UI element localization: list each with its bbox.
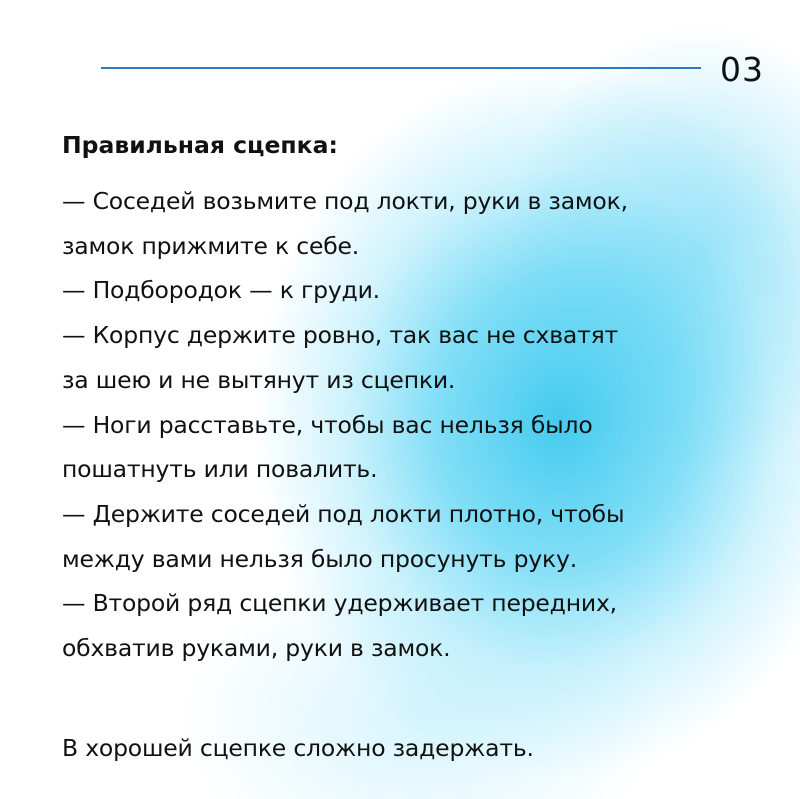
text-line: за шею и не вытянут из сцепки. <box>62 365 456 394</box>
text-line: замок прижмите к себе. <box>62 231 360 260</box>
text-line: пошатнуть или повалить. <box>62 455 378 484</box>
text-line: между вами нельзя было просунуть руку. <box>62 544 577 573</box>
text-line: — Ноги расставьте, чтобы вас нельзя было <box>62 410 593 439</box>
header-divider-line <box>101 67 701 69</box>
text-line: — Второй ряд сцепки удерживает передних, <box>62 589 617 618</box>
main-content <box>62 125 762 671</box>
text-line: — Корпус держите ровно, так вас не схватят <box>62 321 619 350</box>
closing-statement: В хорошей сцепке сложно задержать. <box>62 734 534 762</box>
page-number: 03 <box>720 50 764 89</box>
text-line: обхватив руками, руки в замок. <box>62 634 451 663</box>
text-line: — Держите соседей под локти плотно, чтобы <box>62 499 625 528</box>
text-line: — Подбородок — к груди. <box>62 276 380 305</box>
text-line: — Соседей возьмите под локти, руки в замок, <box>62 187 628 215</box>
section-heading: Правильная сцепка: <box>62 131 338 159</box>
